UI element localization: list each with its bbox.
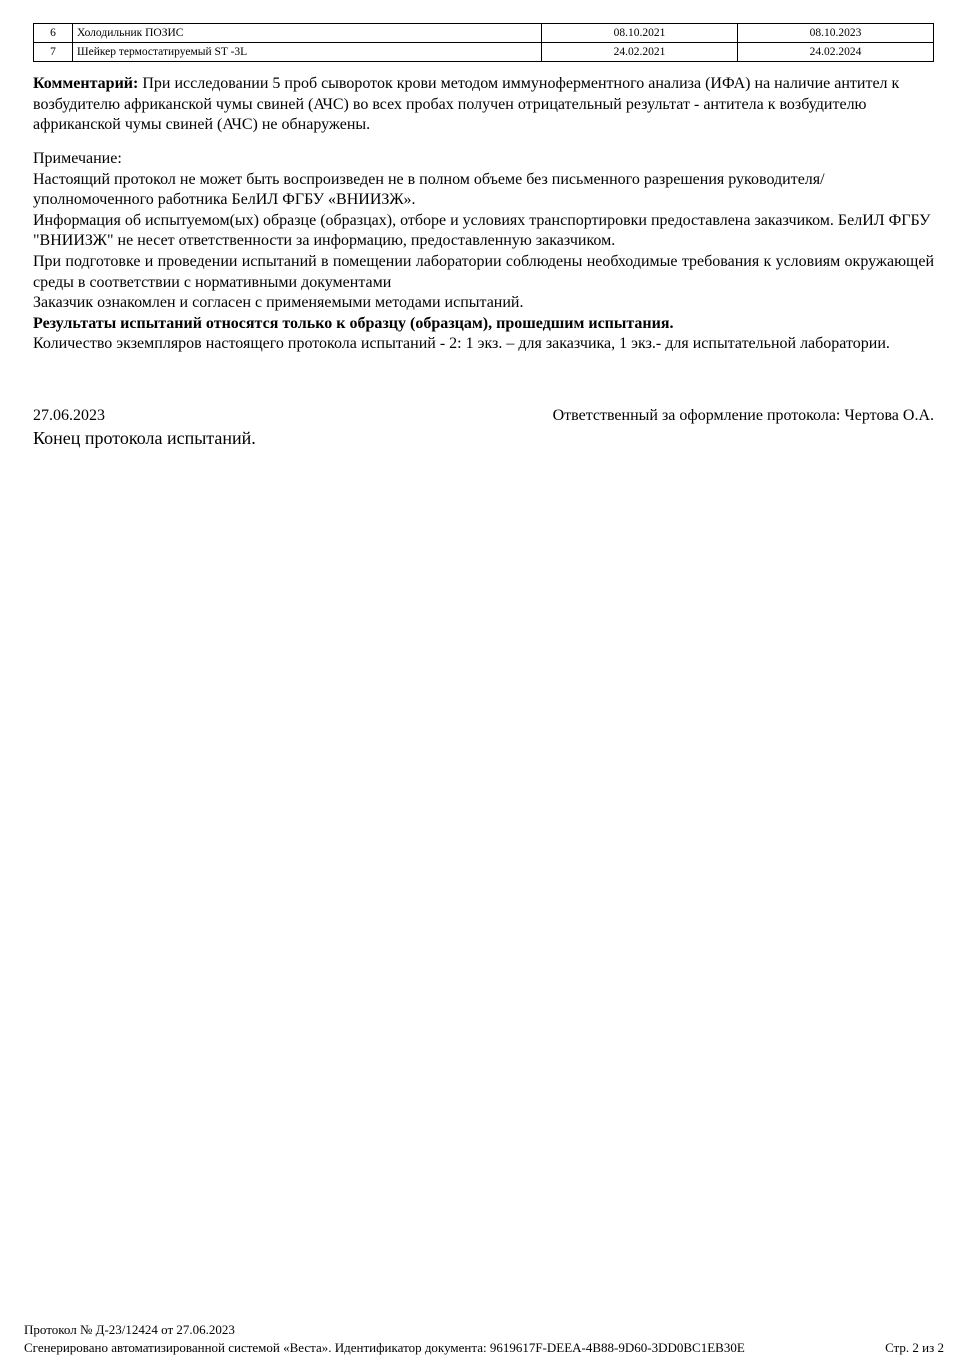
footer-generated-row	[24, 1340, 944, 1356]
signature-date: 27.06.2023	[33, 407, 105, 424]
note-customer-agreed: Заказчик ознакомлен и согласен с применяемыми методами испытаний.	[33, 294, 524, 312]
date-from: 24.02.2021	[542, 43, 738, 62]
date-to: 24.02.2024	[738, 43, 934, 62]
footer-protocol-number: Протокол № Д-23/12424 от 27.06.2023	[24, 1322, 235, 1337]
comment-label: Комментарий:	[33, 75, 139, 92]
comment-block	[33, 74, 934, 136]
equipment-name: Холодильник ПОЗИС	[73, 24, 542, 43]
row-number: 6	[34, 24, 73, 43]
responsible-person: Ответственный за оформление протокола: Чертова О.А.	[552, 407, 934, 424]
end-of-protocol: Конец протокола испытаний.	[33, 428, 256, 448]
notes-title: Примечание:	[33, 150, 122, 167]
table-row	[34, 43, 934, 62]
note-conditions: При подготовке и проведении испытаний в помещении лаборатории соблюдены необходимые требования к условиям окружающей среды в соответствии с нормативными документами	[33, 252, 934, 291]
equipment-table	[33, 23, 934, 62]
note-reproduction: Настоящий протокол не может быть воспроизведен не в полном объеме без письменного разрешения руководителя/уполномоченного работника БелИЛ ФГБУ «ВНИИЗЖ».	[33, 170, 825, 209]
note-sample-info: Информация об испытуемом(ых) образце (образцах), отборе и условиях транспортировки предоставлена заказчиком. БелИЛ ФГБУ "ВНИИЗЖ" не несет ответственности за информацию, предоставленную заказчиком.	[33, 211, 931, 250]
row-number: 7	[34, 43, 73, 62]
note-results-scope: Результаты испытаний относятся только к образцу (образцам), прошедшим испытания.	[33, 314, 674, 332]
date-to: 08.10.2023	[738, 24, 934, 43]
equipment-name: Шейкер термостатируемый ST -3L	[73, 43, 542, 62]
notes-block	[33, 149, 934, 355]
date-from: 08.10.2021	[542, 24, 738, 43]
page-number: Стр. 2 из 2	[885, 1340, 944, 1355]
footer-generated: Сгенерировано автоматизированной системой «Веста». Идентификатор документа: 9619617F-DEEA-4B88-9D60-3DD0BC1EB30E	[24, 1340, 745, 1355]
table-row	[34, 24, 934, 43]
comment-text: При исследовании 5 проб сывороток крови методом иммуноферментного анализа (ИФА) на наличие антител к возбудителю африканской чумы свиней (АЧС) во всех пробах получен отрицательный результат - антитела к возбудителю африканской чумы свиней (АЧС) не обнаружены.	[33, 75, 900, 134]
note-copies: Количество экземпляров настоящего протокола испытаний - 2: 1 экз. – для заказчика, 1 экз.- для испытательной лаборатории.	[33, 335, 890, 353]
